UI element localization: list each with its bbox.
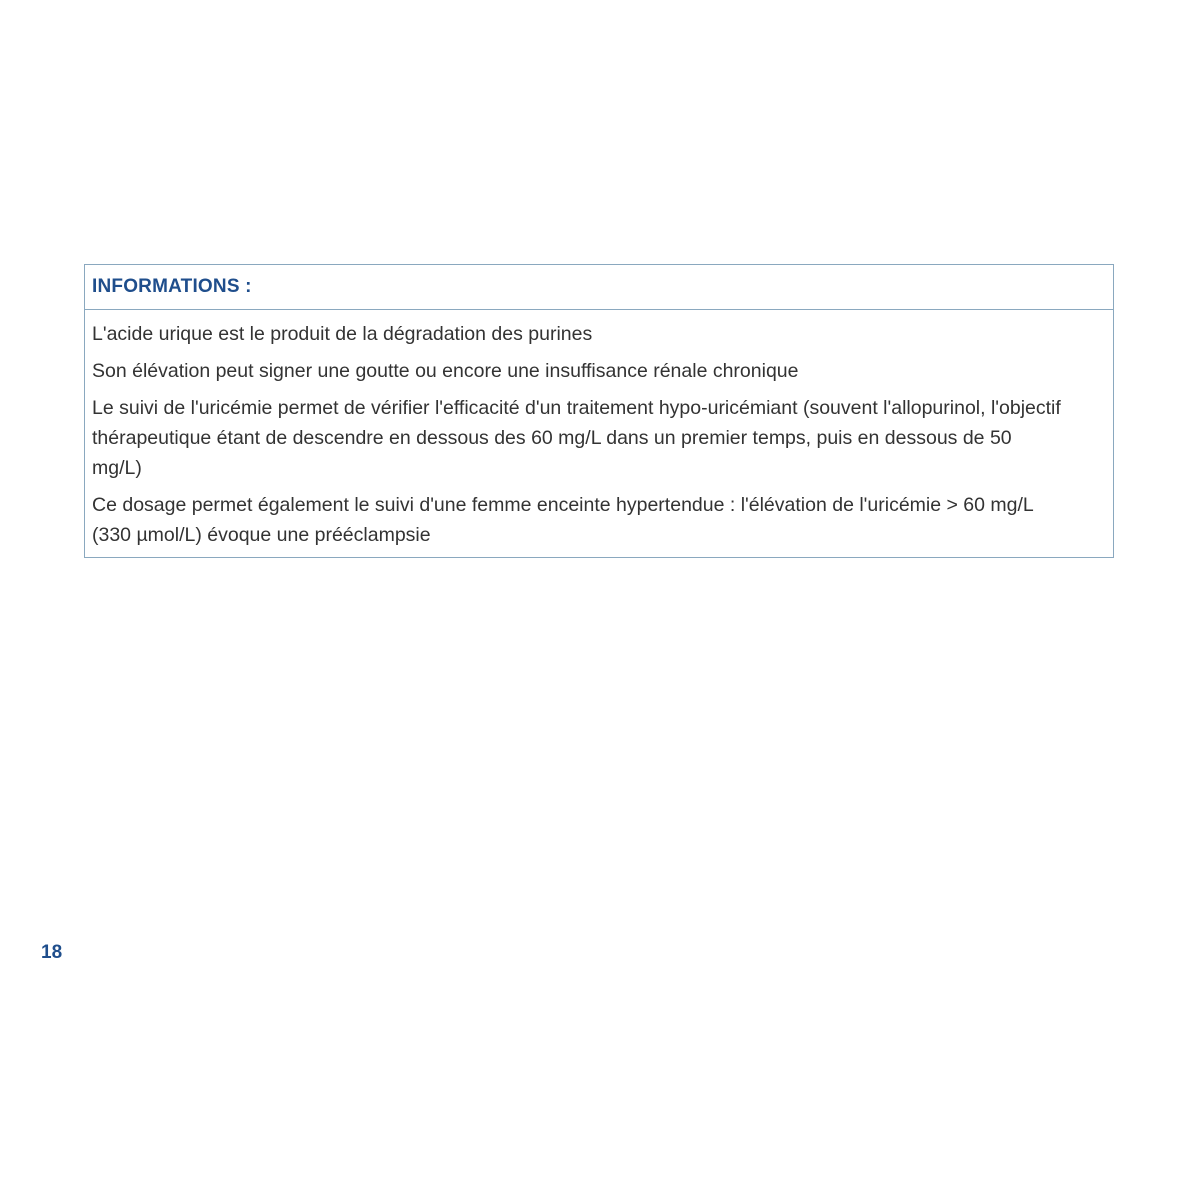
info-paragraph: Ce dosage permet également le suivi d'une femme enceinte hypertendue : l'élévation de l'uricémie > 60 mg/L (330 µmol/L) évoque une prééclampsie [92, 494, 1034, 546]
info-paragraph: L'acide urique est le produit de la dégradation des purines [92, 323, 593, 345]
information-box-title: INFORMATIONS : [92, 276, 252, 297]
information-box-body [85, 310, 1113, 557]
info-paragraph: Son élévation peut signer une goutte ou encore une insuffisance rénale chronique [92, 360, 799, 382]
information-box-header [85, 265, 1113, 310]
information-box [84, 264, 1114, 558]
info-paragraph: Le suivi de l'uricémie permet de vérifier l'efficacité d'un traitement hypo-uricémiant (souvent l'allopurinol, l'objectif thérapeutique étant de descendre en dessous des 60 mg/L dans un premier temps, puis en dessous de 50 mg/L) [92, 397, 1061, 479]
page-number: 18 [41, 942, 63, 963]
